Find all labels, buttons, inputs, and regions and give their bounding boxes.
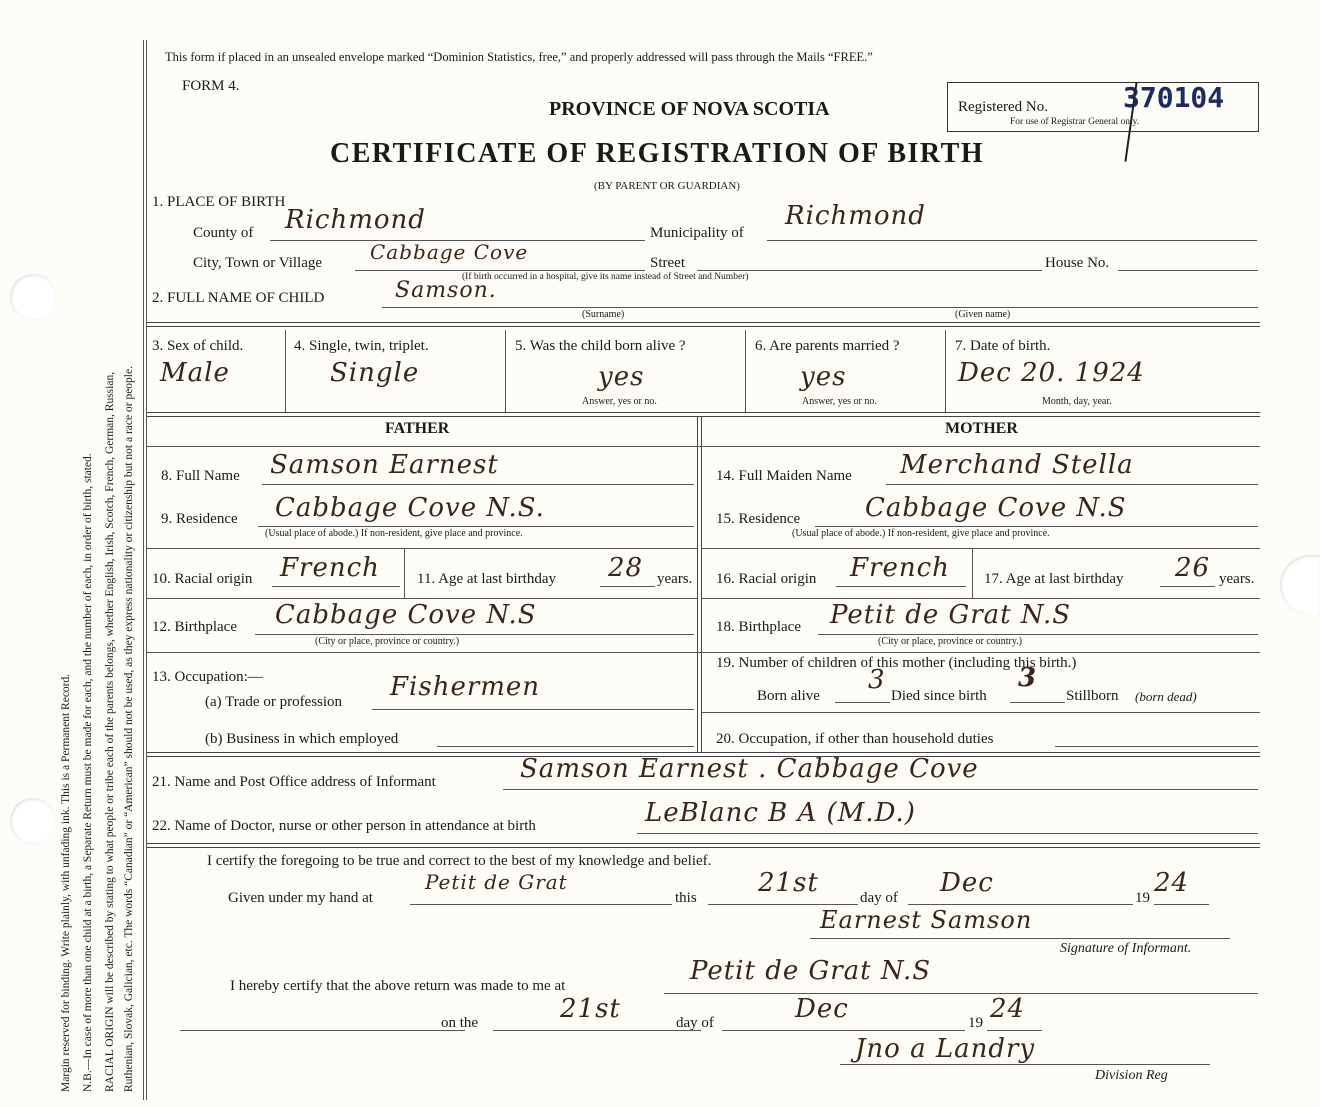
date-of-birth-value: Dec 20. 1924: [958, 358, 1145, 388]
mother-heading: MOTHER: [945, 420, 1018, 437]
father-trade-value: Fishermen: [390, 672, 541, 702]
margin-note-racial-origin-cont: Ruthenian, Slovak, Galician, etc. The words “Canadian” or “American” should not be used, as they express nationality or citizenship but not a race or people.: [123, 366, 135, 1092]
mother-age-label: 17. Age at last birthday: [984, 571, 1124, 587]
father-abode-note: (Usual place of abode.) If non-resident, give place and province.: [265, 528, 523, 539]
registrar-year-prefix: 19: [968, 1015, 983, 1031]
mother-name-label: 14. Full Maiden Name: [716, 468, 852, 484]
informant-signature-label: Signature of Informant.: [1060, 941, 1192, 956]
born-alive-count-value: 3: [868, 665, 886, 695]
mother-age-value: 26: [1175, 553, 1211, 583]
born-alive-note: Answer, yes or no.: [582, 396, 657, 407]
margin-note-multiple-births: N.B.—In case of more than one child at a birth, a Separate Return must be made for each, and the number of each, in order of birth, stated.: [82, 453, 94, 1092]
father-racial-value: French: [280, 553, 380, 583]
city-label: City, Town or Village: [193, 255, 323, 271]
informant-value: Samson Earnest . Cabbage Cove: [520, 754, 979, 784]
municipality-value: Richmond: [785, 201, 926, 231]
registered-number: 370104: [1123, 81, 1225, 114]
county-value: Richmond: [285, 205, 426, 235]
mother-abode-note: (Usual place of abode.) If non-resident, give place and province.: [792, 528, 1050, 539]
margin-note-binding: Margin reserved for binding. Write plainly, with unfading ink. This is a Permanent Record.: [60, 673, 72, 1092]
father-trade-label: (a) Trade or profession: [205, 694, 343, 710]
municipality-label: Municipality of: [650, 225, 744, 241]
county-label: County of: [193, 225, 254, 241]
stillborn-label: Stillborn: [1066, 688, 1119, 704]
children-count-label: 19. Number of children of this mother (including this birth.): [716, 655, 1077, 671]
mother-racial-label: 16. Racial origin: [716, 571, 817, 587]
given-month: Dec: [940, 868, 994, 898]
parents-married-note: Answer, yes or no.: [802, 396, 877, 407]
mother-birthplace-note: (City or place, province or country.): [878, 636, 1023, 647]
informant-certify-statement: I certify the foregoing to be true and correct to the best of my knowledge and belief.: [207, 853, 712, 869]
mother-racial-value: French: [850, 553, 950, 583]
this-label: this: [675, 890, 697, 906]
margin-note-racial-origin: RACIAL ORIGIN will be described by stating to what people or tribe each of the parents belongs, whether English, Irish, Scotch, French, German, Russian,: [104, 371, 116, 1092]
child-name-label: 2. FULL NAME OF CHILD: [152, 290, 325, 306]
father-residence-value: Cabbage Cove N.S.: [275, 493, 545, 523]
child-name-value: Samson.: [395, 278, 497, 303]
sex-label: 3. Sex of child.: [152, 338, 244, 354]
date-of-birth-note: Month, day, year.: [1042, 396, 1112, 407]
informant-signature: Earnest Samson: [820, 906, 1033, 934]
registrar-month: Dec: [795, 994, 849, 1024]
father-name-value: Samson Earnest: [270, 450, 499, 480]
sex-value: Male: [160, 358, 230, 388]
doctor-label: 22. Name of Doctor, nurse or other person in attendance at birth: [152, 818, 536, 834]
mother-birthplace-label: 18. Birthplace: [716, 619, 801, 635]
binding-hole-top: [10, 274, 56, 320]
registrar-signature-label: Division Reg: [1095, 1068, 1168, 1083]
given-year: 24: [1154, 868, 1190, 898]
parents-married-label: 6. Are parents married ?: [755, 338, 900, 354]
died-since-birth-label: Died since birth: [891, 688, 987, 704]
father-birthplace-value: Cabbage Cove N.S: [275, 600, 537, 630]
mail-notice: This form if placed in an unsealed envelope marked “Dominion Statistics, free,” and properly addressed will pass through the Mails “FREE.”: [165, 50, 873, 64]
date-of-birth-label: 7. Date of birth.: [955, 338, 1051, 354]
registrar-signature: Jno a Landry: [855, 1034, 1036, 1064]
father-years-label: years.: [657, 571, 693, 587]
form-number: FORM 4.: [182, 78, 240, 94]
registrar-day: 21st: [560, 994, 621, 1024]
given-year-prefix: 19: [1135, 890, 1150, 906]
given-day: 21st: [758, 868, 819, 898]
plurality-label: 4. Single, twin, triplet.: [294, 338, 429, 354]
binding-hole-bottom: [10, 798, 56, 844]
father-birthplace-note: (City or place, province or country.): [315, 636, 460, 647]
born-alive-label: 5. Was the child born alive ?: [515, 338, 686, 354]
hospital-note: (If birth occurred in a hospital, give its name instead of Street and Number): [462, 272, 749, 282]
mother-residence-label: 15. Residence: [716, 511, 801, 527]
registrar-place: Petit de Grat N.S: [690, 956, 932, 986]
mother-residence-value: Cabbage Cove N.S: [865, 493, 1127, 523]
registrar-day-of-label: day of: [676, 1015, 714, 1031]
informant-label: 21. Name and Post Office address of Informant: [152, 774, 436, 790]
binding-hole-right: [1280, 555, 1320, 615]
father-occupation-label: 13. Occupation:—: [152, 669, 263, 685]
father-racial-label: 10. Racial origin: [152, 571, 253, 587]
surname-note: (Surname): [582, 309, 625, 320]
born-alive-value: yes: [598, 362, 645, 392]
father-age-value: 28: [608, 553, 644, 583]
given-at-place: Petit de Grat: [425, 870, 568, 894]
street-label: Street: [650, 255, 685, 271]
given-name-note: (Given name): [955, 309, 1011, 320]
father-age-label: 11. Age at last birthday: [417, 571, 556, 587]
registrar-certify-statement: I hereby certify that the above return was made to me at: [230, 978, 566, 994]
province-heading: PROVINCE OF NOVA SCOTIA: [549, 98, 830, 120]
place-of-birth-label: 1. PLACE OF BIRTH: [152, 194, 286, 210]
left-border-inner: [146, 40, 147, 1100]
registrar-on-label: on the: [441, 1015, 479, 1031]
given-at-label: Given under my hand at: [228, 890, 373, 906]
mother-name-value: Merchand Stella: [900, 450, 1134, 480]
certificate-subtitle: (BY PARENT OR GUARDIAN): [594, 180, 740, 192]
city-value: Cabbage Cove: [370, 240, 529, 264]
mother-occupation-label: 20. Occupation, if other than household duties: [716, 731, 994, 747]
house-number-label: House No.: [1045, 255, 1110, 271]
born-alive-count-label: Born alive: [757, 688, 820, 704]
mother-years-label: years.: [1219, 571, 1255, 587]
died-since-birth-value: 3: [1018, 663, 1038, 693]
father-residence-label: 9. Residence: [161, 511, 238, 527]
left-border: [143, 40, 144, 1100]
registrar-use-note: For use of Registrar General only.: [1010, 117, 1140, 127]
father-heading: FATHER: [385, 420, 450, 437]
registered-label: Registered No.: [958, 99, 1048, 115]
registered-box: [947, 82, 1259, 132]
doctor-value: LeBlanc B A (M.D.): [645, 798, 916, 828]
stillborn-note: (born dead): [1135, 689, 1197, 704]
day-of-label: day of: [860, 890, 898, 906]
father-business-label: (b) Business in which employed: [205, 731, 399, 747]
parents-married-value: yes: [800, 362, 847, 392]
father-birthplace-label: 12. Birthplace: [152, 619, 237, 635]
registrar-year: 24: [990, 994, 1026, 1024]
father-name-label: 8. Full Name: [161, 468, 240, 484]
certificate-title: CERTIFICATE OF REGISTRATION OF BIRTH: [330, 138, 985, 169]
mother-birthplace-value: Petit de Grat N.S: [830, 600, 1072, 630]
plurality-value: Single: [330, 358, 420, 388]
